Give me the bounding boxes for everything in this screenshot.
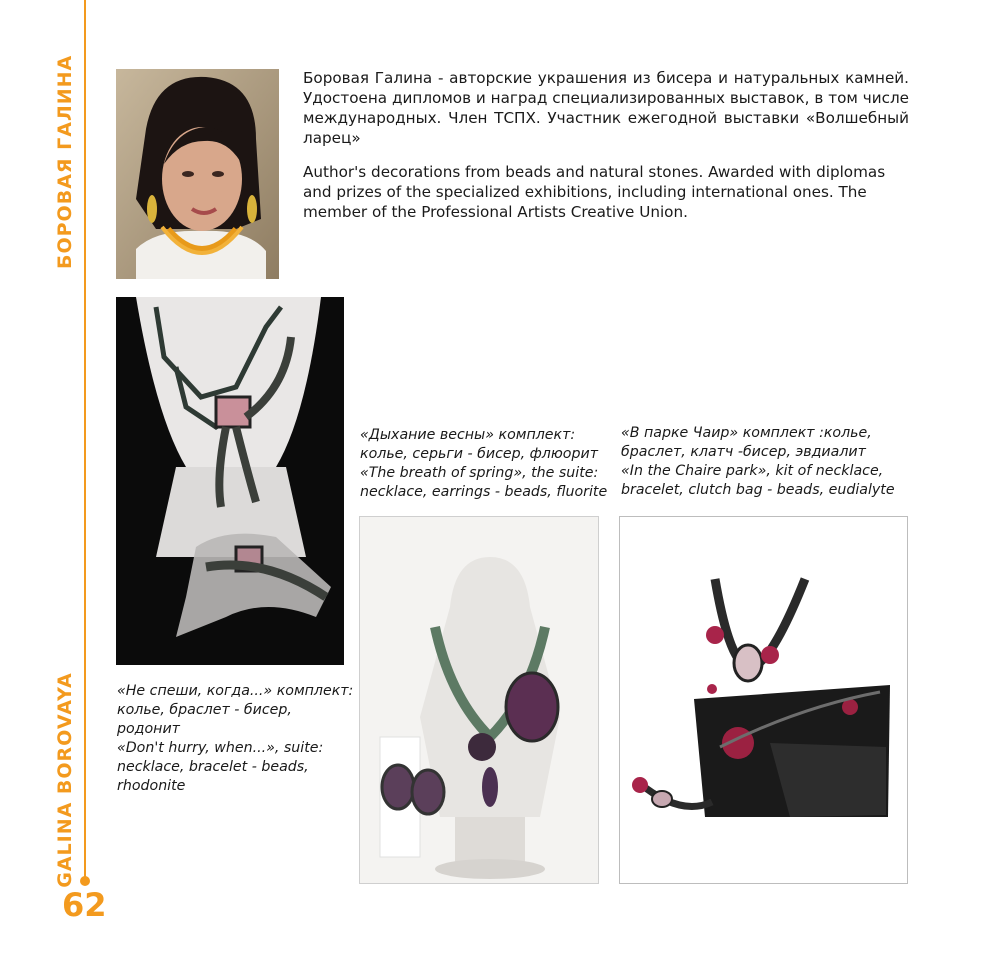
caption-line: necklace, earrings - beads, fluorite: [360, 484, 608, 500]
caption-line: «Дыхание весны» комплект:: [360, 427, 576, 443]
artist-bio-ru: Боровая Галина - авторские украшения из бисера и натуральных камней. Удостоена дипломов и наград специализированных выставок, в том числе международных. Член ТСПХ. Участник ежегодной выставки «Волшебный ларец»: [303, 69, 909, 147]
caption-line: «In the Chaire park», kit of necklace,: [621, 463, 884, 479]
caption-line: «Не спеши, когда...» комплект:: [117, 683, 354, 699]
dont-hurry-suite-photo: [116, 297, 344, 665]
artist-name-vertical-ru: БОРОВАЯ ГАЛИНА: [54, 54, 76, 269]
caption-line: bracelet, clutch bag - beads, eudialyte: [621, 482, 895, 498]
caption-chaire-park: [621, 424, 895, 500]
caption-line: rhodonite: [117, 778, 186, 794]
caption-line: «В парке Чаир» комплект :колье,: [621, 425, 872, 441]
orange-margin-dot: [80, 876, 90, 886]
caption-breath-of-spring: [360, 426, 607, 502]
caption-line: родонит: [117, 721, 180, 737]
caption-line: «The breath of spring», the suite:: [360, 465, 599, 481]
caption-dont-hurry: [117, 682, 353, 796]
breath-of-spring-suite-photo: [359, 516, 599, 884]
orange-margin-line: [84, 0, 86, 878]
caption-line: necklace, bracelet - beads,: [117, 759, 309, 775]
caption-line: колье, браслет - бисер,: [117, 702, 292, 718]
caption-line: браслет, клатч -бисер, эвдиалит: [621, 444, 866, 460]
chaire-park-suite-photo: [619, 516, 908, 884]
caption-line: колье, серьги - бисер, флюорит: [360, 446, 598, 462]
artist-name-vertical-en: GALINA BOROVAYA: [54, 672, 76, 888]
artist-portrait-photo: [116, 69, 279, 279]
page-number: 62: [62, 886, 107, 924]
caption-line: «Don't hurry, when...», suite:: [117, 740, 324, 756]
artist-bio-en: Author's decorations from beads and natural stones. Awarded with diplomas and prizes of the specialized exhibitions, including international ones. The member of the Professional Artists Creative Union.: [303, 163, 886, 221]
